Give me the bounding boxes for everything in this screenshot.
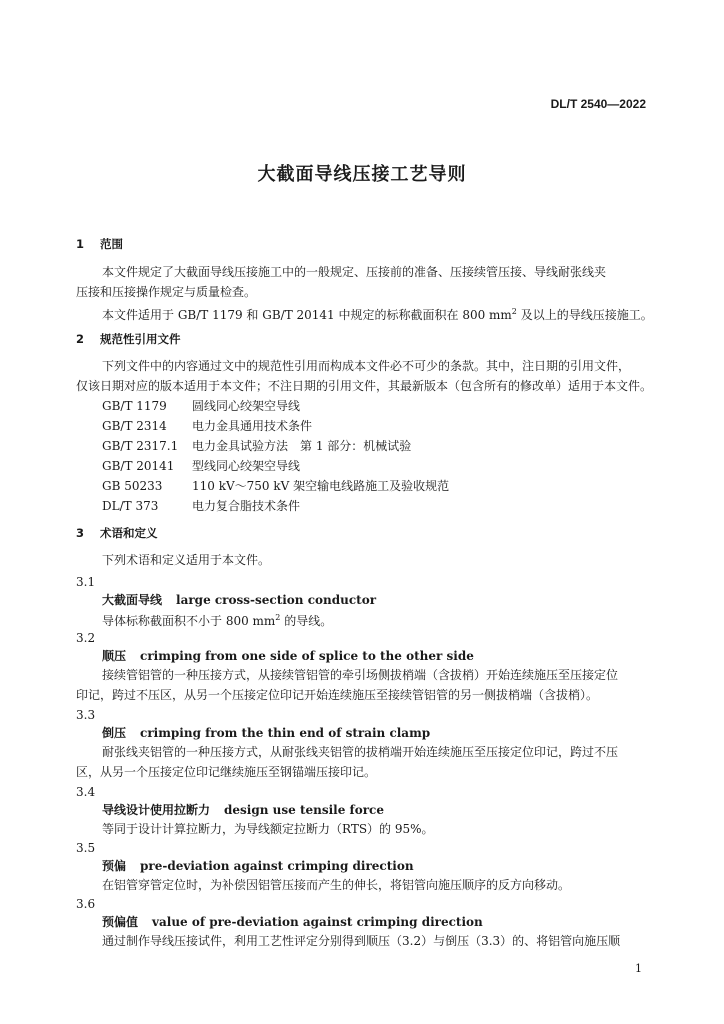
reference-item bbox=[102, 418, 312, 434]
section-title: 范围 bbox=[100, 237, 123, 251]
reference-code: GB/T 2314 bbox=[102, 419, 167, 433]
paragraph-line: 本文件规定了大截面导线压接施工中的一般规定、压接前的准备、压接续管压接、导线耐张线夹 bbox=[102, 265, 607, 279]
term-definition: 区，从另一个压接定位印记继续施压至钢锚端压接印记。 bbox=[76, 765, 377, 779]
paragraph-line bbox=[102, 304, 653, 323]
section-3-heading bbox=[76, 525, 158, 541]
reference-item bbox=[102, 498, 300, 514]
term-definition: 耐张线夹铝管的一种压接方式，从耐张线夹铝管的拔梢端开始连续施压至压接定位印记，跨过不压 bbox=[102, 745, 619, 759]
term-heading bbox=[102, 914, 483, 930]
term-definition: 等同于设计计算拉断力，为导线额定拉断力（RTS）的 95%。 bbox=[102, 822, 434, 836]
term-zh: 倒压 bbox=[102, 726, 127, 740]
term-zh: 大截面导线 bbox=[102, 593, 163, 607]
section-2-heading bbox=[76, 331, 181, 347]
reference-item bbox=[102, 398, 300, 414]
term-number: 3.6 bbox=[76, 897, 96, 911]
term-definition bbox=[102, 610, 332, 629]
term-number: 3.2 bbox=[76, 631, 96, 645]
document-title: 大截面导线压接工艺导则 bbox=[257, 164, 467, 185]
reference-item bbox=[102, 478, 449, 494]
term-zh: 导线设计使用拉断力 bbox=[102, 803, 211, 817]
reference-code: GB/T 1179 bbox=[102, 399, 167, 413]
text-span: 本文件适用于 GB/T 1179 和 GB/T 20141 中规定的标称截面积在 800 mm bbox=[102, 308, 512, 322]
term-number: 3.1 bbox=[76, 575, 96, 589]
term-en: large cross-section conductor bbox=[176, 593, 377, 607]
reference-title: 电力金具通用技术条件 bbox=[192, 419, 313, 433]
term-definition: 通过制作导线压接试件，利用工艺性评定分别得到顺压（3.2）与倒压（3.3）的、将铝管向施压顺 bbox=[102, 934, 621, 948]
section-number: 1 bbox=[76, 237, 85, 251]
reference-title: 电力复合脂技术条件 bbox=[192, 499, 301, 513]
reference-title: 圆线同心绞架空导线 bbox=[192, 399, 301, 413]
term-definition: 在铝管穿管定位时，为补偿因铝管压接而产生的伸长，将铝管向施压顺序的反方向移动。 bbox=[102, 878, 571, 892]
term-number: 3.4 bbox=[76, 785, 96, 799]
reference-title: 型线同心绞架空导线 bbox=[192, 459, 301, 473]
term-heading bbox=[102, 802, 384, 818]
section-title: 术语和定义 bbox=[100, 526, 158, 540]
section-number: 2 bbox=[76, 332, 85, 346]
reference-code: GB/T 2317.1 bbox=[102, 439, 179, 453]
superscript: 2 bbox=[511, 307, 517, 316]
term-heading bbox=[102, 725, 430, 741]
reference-title: 电力金具试验方法 第 1 部分：机械试验 bbox=[192, 439, 412, 453]
paragraph-line: 下列术语和定义适用于本文件。 bbox=[102, 553, 271, 567]
paragraph-line: 仅该日期对应的版本适用于本文件；不注日期的引用文件，其最新版本（包含所有的修改单）适用于本文件。 bbox=[76, 379, 653, 393]
term-number: 3.5 bbox=[76, 841, 96, 855]
page-number: 1 bbox=[635, 962, 642, 975]
term-heading bbox=[102, 648, 474, 664]
section-title: 规范性引用文件 bbox=[100, 332, 181, 346]
document-code: DL/T 2540—2022 bbox=[550, 97, 646, 111]
term-zh: 预偏值 bbox=[102, 915, 139, 929]
superscript: 2 bbox=[275, 613, 281, 622]
reference-code: GB 50233 bbox=[102, 479, 163, 493]
reference-code: DL/T 373 bbox=[102, 499, 159, 513]
text-span: 导体标称截面积不小于 800 mm bbox=[102, 614, 276, 628]
reference-item bbox=[102, 438, 411, 454]
term-heading bbox=[102, 858, 414, 874]
term-zh: 预偏 bbox=[102, 859, 127, 873]
paragraph-line: 压接和压接操作规定与质量检查。 bbox=[76, 285, 257, 299]
term-number: 3.3 bbox=[76, 708, 96, 722]
term-heading bbox=[102, 592, 376, 608]
term-en: crimping from one side of splice to the other side bbox=[140, 649, 474, 663]
term-en: value of pre-deviation against crimping direction bbox=[152, 915, 483, 929]
text-span: 的导线。 bbox=[280, 614, 333, 628]
text-span: 及以上的导线压接施工。 bbox=[516, 308, 653, 322]
term-definition: 印记，跨过不压区，从另一个压接定位印记开始连续施压至接续管铝管的另一侧拔梢端（含拔梢）。 bbox=[76, 688, 599, 702]
paragraph-line: 下列文件中的内容通过文中的规范性引用而构成本文件必不可少的条款。其中，注日期的引用文件， bbox=[102, 359, 631, 373]
term-en: pre-deviation against crimping direction bbox=[140, 859, 414, 873]
term-zh: 顺压 bbox=[102, 649, 127, 663]
term-definition: 接续管铝管的一种压接方式，从接续管铝管的牵引场侧拔梢端（含拔梢）开始连续施压至压接定位 bbox=[102, 668, 619, 682]
reference-code: GB/T 20141 bbox=[102, 459, 175, 473]
reference-item bbox=[102, 458, 300, 474]
term-en: design use tensile force bbox=[224, 803, 384, 817]
term-en: crimping from the thin end of strain clamp bbox=[140, 726, 431, 740]
section-number: 3 bbox=[76, 526, 85, 540]
section-1-heading bbox=[76, 236, 123, 252]
reference-title: 110 kV～750 kV 架空输电线路施工及验收规范 bbox=[192, 479, 450, 493]
